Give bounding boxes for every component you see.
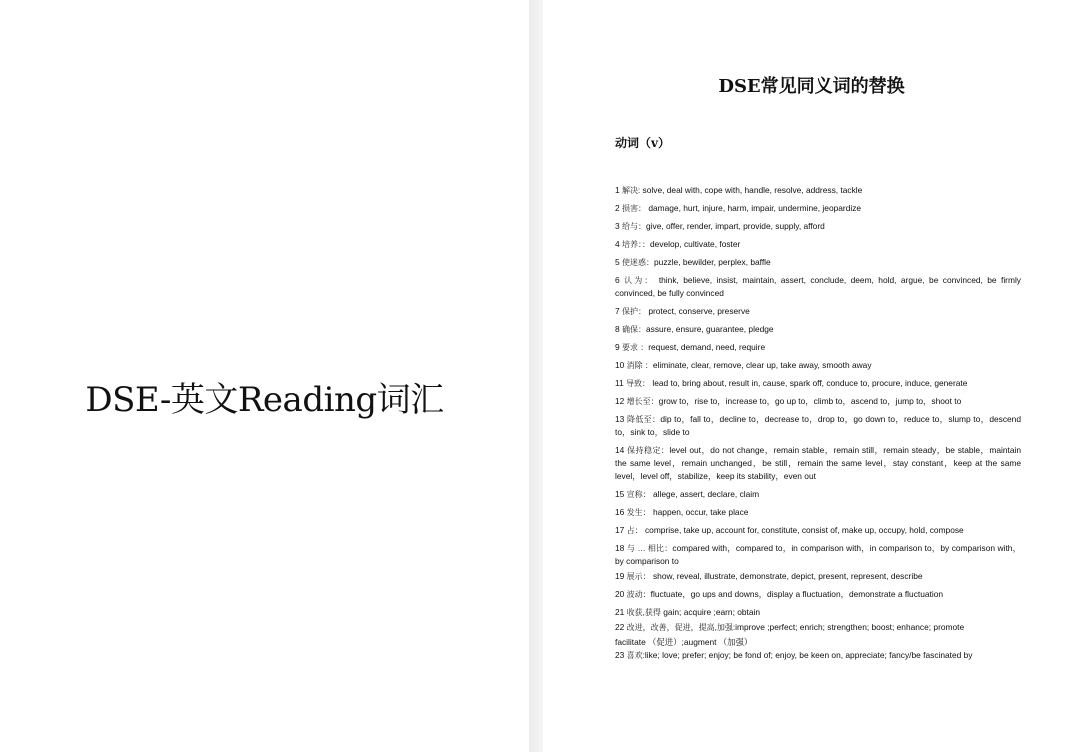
entry-english-synonyms: solve, deal with, cope with, handle, resolve, address, tackle xyxy=(640,185,863,195)
entry-number: 23 xyxy=(615,650,627,660)
entry-chinese-term: 使迷惑： xyxy=(622,258,654,267)
document-title: DSE常见同义词的替换 xyxy=(718,76,905,97)
entry-number: 15 xyxy=(615,489,627,499)
entry-english-synonyms: compared with，compared to，in comparison with，in comparison to，by comparison with，by comparison to xyxy=(615,543,1021,566)
vocab-entry xyxy=(615,636,1021,649)
entry-chinese-term: 喜欢: xyxy=(626,651,645,660)
entry-number: 10 xyxy=(615,360,627,370)
entry-number: 2 xyxy=(615,203,622,213)
entry-chinese-term: 要求 ： xyxy=(622,343,649,352)
vocab-entry xyxy=(615,220,1021,233)
entry-chinese-term: 确保： xyxy=(622,325,646,334)
vocab-entry xyxy=(615,323,1021,336)
entry-english-synonyms: puzzle, bewilder, perplex, baffle xyxy=(654,257,771,267)
entry-english-synonyms: improve ;perfect; enrich; strengthen; boost; enhance; promote xyxy=(735,622,965,632)
vocab-entry xyxy=(615,621,1021,634)
vocab-entry xyxy=(615,395,1021,408)
entry-chinese-term: 改进，改善，促进，提高,加强: xyxy=(626,623,736,632)
vocab-entry xyxy=(615,256,1021,269)
entry-english-synonyms: lead to, bring about, result in, cause, spark off, conduce to, procure, induce, generate xyxy=(650,378,968,388)
vocab-entry xyxy=(615,488,1021,501)
entry-chinese-term: 解决: xyxy=(622,186,641,195)
entry-chinese-term: 展示： xyxy=(626,572,651,581)
entry-chinese-term: 增长至： xyxy=(626,397,659,406)
entry-chinese-term: 导致： xyxy=(626,379,651,388)
entry-chinese-term: 认为： xyxy=(624,276,655,285)
entry-number: 11 xyxy=(615,378,627,388)
entry-number: 19 xyxy=(615,571,627,581)
cover-page xyxy=(0,0,529,752)
entry-english-synonyms: give, offer, render, impart, provide, supply, afford xyxy=(646,221,825,231)
entry-chinese-term: 培养：： xyxy=(622,240,650,249)
entry-chinese-term: 占： xyxy=(626,526,643,535)
entry-english-synonyms: grow to，rise to，increase to，go up to，climb to，ascend to，jump to，shoot to xyxy=(658,396,962,406)
vocab-entry xyxy=(615,444,1021,483)
entry-english-synonyms: fluctuate，go ups and downs，display a fluctuation，demonstrate a fluctuation xyxy=(650,589,944,599)
entry-english-synonyms: like; love; prefer; enjoy; be fond of; enjoy, be keen on, appreciate; fancy/be fascinated by xyxy=(644,650,973,660)
entry-chinese-term: 损害： xyxy=(622,204,646,213)
entry-number: 18 xyxy=(615,543,627,553)
entry-chinese-term: 波动： xyxy=(626,590,651,599)
entry-list xyxy=(615,184,1021,662)
entry-number: 7 xyxy=(615,306,622,316)
vocab-entry xyxy=(615,649,1021,662)
vocab-entry xyxy=(615,588,1021,601)
entry-chinese-term: 宣称： xyxy=(626,490,651,499)
entry-number: 21 xyxy=(615,607,627,617)
entry-number: 8 xyxy=(615,324,622,334)
entry-number: 4 xyxy=(615,239,622,249)
entry-english-synonyms: eliminate, clear, remove, clear up, take away, smooth away xyxy=(652,360,872,370)
entry-number: 1 xyxy=(615,185,622,195)
page-gutter xyxy=(529,0,543,752)
entry-english-synonyms: request, demand, need, require xyxy=(648,342,766,352)
entry-number: 22 xyxy=(615,622,627,632)
entry-english-synonyms: damage, hurt, injure, harm, impair, undermine, jeopardize xyxy=(646,203,862,213)
cover-title: DSE-英文Reading词汇 xyxy=(85,380,444,420)
vocab-entry xyxy=(615,506,1021,519)
document-page[interactable] xyxy=(543,0,1080,752)
entry-chinese-term: 保护： xyxy=(622,307,646,316)
entry-number: 16 xyxy=(615,507,627,517)
vocab-entry xyxy=(615,359,1021,372)
entry-english-synonyms: allege, assert, declare, claim xyxy=(650,489,760,499)
entry-english-synonyms: show, reveal, illustrate, demonstrate, depict, present, represent, describe xyxy=(650,571,923,581)
vocab-entry xyxy=(615,202,1021,215)
vocab-entry xyxy=(615,184,1021,197)
entry-english-synonyms: facilitate （促进）;augment （加强） xyxy=(615,637,753,647)
entry-english-synonyms: level out，do not change，remain stable，remain still，remain steady，be stable，maintain the same level，remain unchanged，be still，remain the same level，stay constant，keep at the same level，level off，stabilize，keep its stability，even out xyxy=(615,445,1021,481)
entry-english-synonyms: assure, ensure, guarantee, pledge xyxy=(646,324,774,334)
vocab-entry xyxy=(615,305,1021,318)
entry-english-synonyms: gain; acquire ;earn; obtain xyxy=(660,607,761,617)
vocab-entry xyxy=(615,570,1021,583)
entry-english-synonyms: comprise, take up, account for, constitute, consist of, make up, occupy, hold, compose xyxy=(642,525,964,535)
vocab-entry xyxy=(615,542,1021,568)
vocab-entry xyxy=(615,238,1021,251)
entry-english-synonyms: dip to，fall to，decline to，decrease to，drop to，go down to，reduce to，slump to，descend to，sink to，slide to xyxy=(615,414,1021,437)
entry-chinese-term: 保持稳定： xyxy=(627,446,670,455)
vocab-entry xyxy=(615,524,1021,537)
entry-chinese-term: 降低至： xyxy=(626,415,661,424)
entry-number: 6 xyxy=(615,275,625,285)
vocab-entry xyxy=(615,413,1021,439)
entry-chinese-term: 发生： xyxy=(626,508,651,517)
entry-english-synonyms: develop, cultivate, foster xyxy=(650,239,741,249)
entry-number: 14 xyxy=(615,445,628,455)
vocab-entry xyxy=(615,377,1021,390)
entry-number: 9 xyxy=(615,342,622,352)
entry-english-synonyms: think, believe, insist, maintain, assert, conclude, deem, hold, argue, be convinced, be firmly convinced, be fully convinced xyxy=(615,275,1021,298)
entry-chinese-term: 消除 ： xyxy=(626,361,653,370)
entry-number: 12 xyxy=(615,396,627,406)
entry-english-synonyms: protect, conserve, preserve xyxy=(646,306,750,316)
entry-chinese-term: 给与： xyxy=(622,222,646,231)
entry-chinese-term: 收获,获得 xyxy=(626,608,661,617)
entry-chinese-term: 与 … 相比： xyxy=(626,544,673,553)
section-heading: 动词（v） xyxy=(615,136,670,150)
entry-number: 13 xyxy=(615,414,627,424)
entry-english-synonyms: happen, occur, take place xyxy=(650,507,749,517)
vocab-entry xyxy=(615,341,1021,354)
vocab-entry xyxy=(615,606,1021,619)
entry-number: 17 xyxy=(615,525,627,535)
entry-number: 5 xyxy=(615,257,622,267)
entry-number: 20 xyxy=(615,589,627,599)
vocab-entry xyxy=(615,274,1021,300)
entry-number: 3 xyxy=(615,221,622,231)
